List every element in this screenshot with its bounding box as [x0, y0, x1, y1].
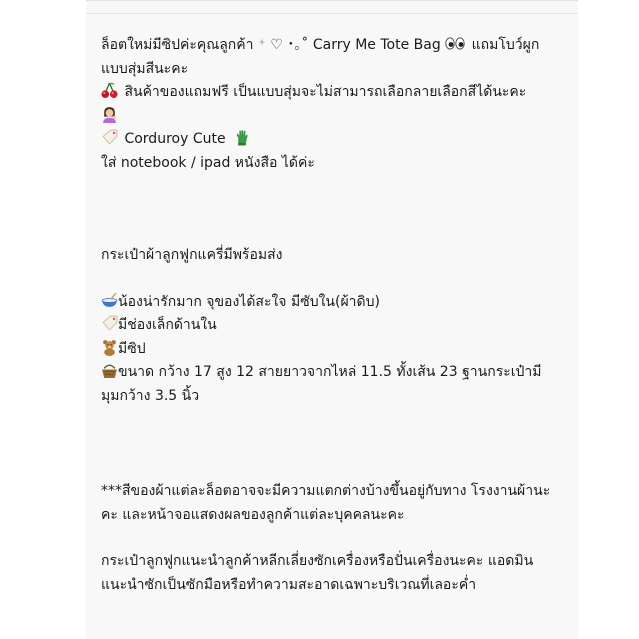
spacer: [101, 175, 571, 244]
section-heading: กระเป๋าผ้าลูกฟูกแครี่มีพร้อมส่ง: [101, 247, 283, 263]
post-line-5: [101, 128, 571, 152]
post-line-6: ใส่ notebook / ipad หนังสือ ได้ค่ะ: [101, 154, 315, 171]
spacer: [101, 527, 571, 550]
label-tag-icon: [101, 315, 118, 332]
cherries-icon: [101, 82, 118, 99]
note-line-3: กระเป๋าลูกฟูกแนะนำลูกค้าหลีกเลี่ยงซักเครื่องหรือปั่นเครื่องนะคะ แอดมิน: [101, 553, 534, 569]
note-line-2: คะ และหน้าจอแสดงผลของลูกค้าแต่ละบุคคลนะคะ: [101, 506, 405, 523]
post-line-1: [101, 34, 571, 58]
post-line-3: [101, 81, 571, 105]
post-text: น้องน่ารักมาก จุของได้สะใจ มีซับใน(ผ้าดิบ): [118, 293, 380, 310]
spacer: [101, 408, 571, 480]
feature-line-4: [101, 361, 571, 385]
feature-line-2: [101, 314, 571, 338]
feature-line-3: [101, 338, 571, 362]
eyes-icon: [445, 35, 465, 52]
post-line-2: แบบสุ่มสีนะคะ: [101, 60, 189, 77]
post-text: ขนาด กว้าง 17 สูง 12 สายยาวจากไหล่ 11.5 ทั้งเส้น 23 ฐานกระเป๋ามี: [118, 364, 542, 380]
post-text: มีซิป: [118, 340, 146, 357]
post-text: แถมโบว์ผูก: [471, 37, 540, 53]
note-line-4: แนะนำซักเป็นซักมือหรือทำความสะอาดเฉพาะบริเวณที่เลอะค่ำ: [101, 576, 477, 593]
glove-icon: [234, 129, 251, 146]
basket-icon: [101, 362, 118, 379]
bowl-icon: [101, 292, 118, 309]
person-tipping-hand-icon: [101, 106, 118, 123]
post-text: ล็อตใหม่มีซิปค่ะคุณลูกค้า: [101, 37, 254, 53]
feature-line-5: มุมกว้าง 3.5 นิ้ว: [101, 387, 200, 404]
note-line-1: ***สีของผ้าแต่ละล็อตอาจจะมีความแตกต่างบ้างขึ้นอยู่กับทาง โรงงานผ้านะ: [101, 483, 551, 499]
post-text: มีช่องเล็กด้านใน: [118, 317, 217, 333]
post-text: Corduroy Cute: [124, 131, 226, 147]
teddy-bear-icon: [101, 339, 118, 356]
sparkle-icon: [258, 37, 266, 47]
label-tag-icon: [101, 129, 118, 146]
post-content: [101, 34, 571, 597]
divider: [86, 13, 578, 14]
post-text: ♡ ･｡˚ Carry Me Tote Bag: [270, 37, 441, 53]
post-text: สินค้าของแถมฟรี เป็นแบบสุ่มจะไม่สามารถเลือกลายเลือกสีได้นะคะ: [124, 84, 527, 100]
spacer: [101, 268, 571, 291]
feature-line-1: [101, 291, 571, 315]
post-line-4: [101, 105, 571, 129]
